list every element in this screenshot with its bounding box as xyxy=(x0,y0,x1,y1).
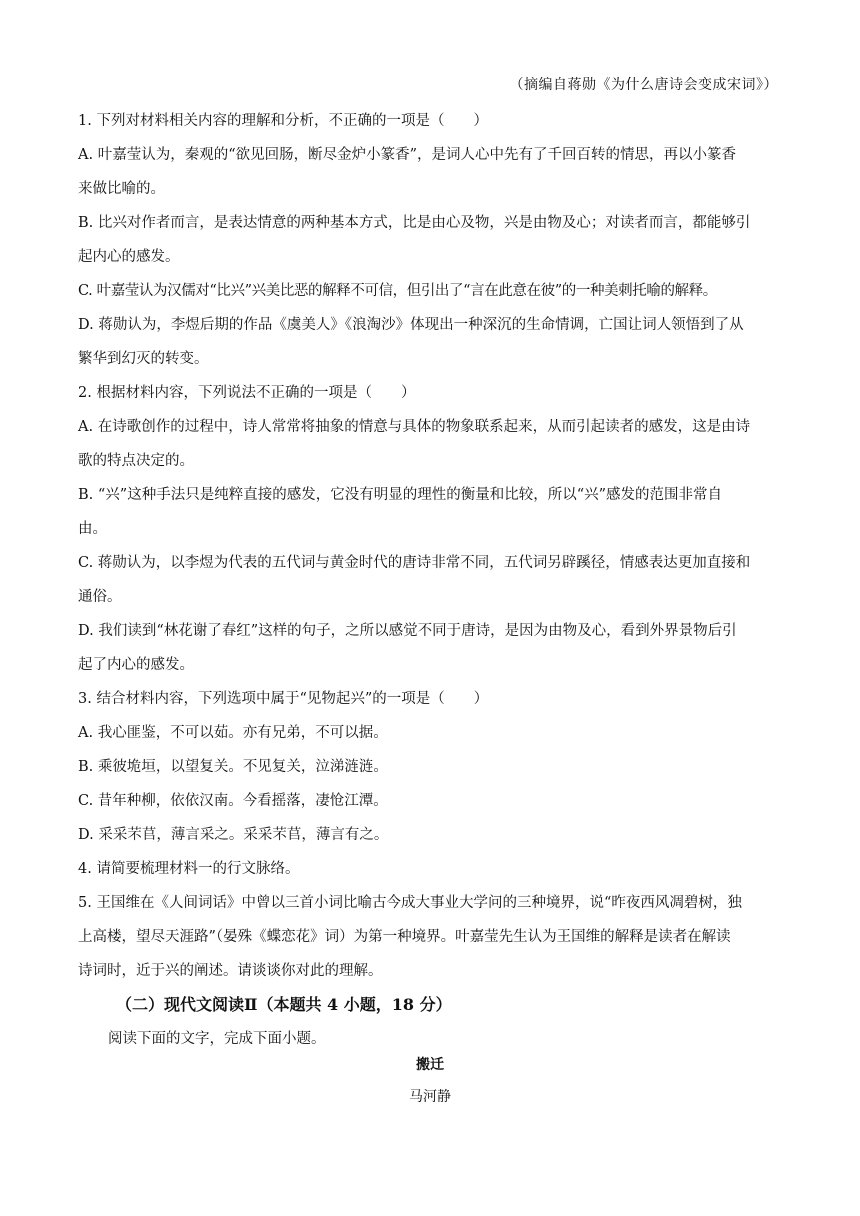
section-heading: （二）现代文阅读Ⅱ（本题共 4 小题，18 分） xyxy=(116,995,452,1014)
question-2-option-d: D. 我们读到“林花谢了春红”这样的句子，之所以感觉不同于唐诗，是因为由物及心，看到外界景物后引 xyxy=(78,623,737,639)
question-2-option-c-cont: 通俗。 xyxy=(78,589,122,605)
article-author: 马河静 xyxy=(409,1089,451,1105)
question-3-stem: 3. 结合材料内容，下列选项中属于“见物起兴”的一项是（ ） xyxy=(78,691,489,707)
question-1-stem: 1. 下列对材料相关内容的理解和分析，不正确的一项是（ ） xyxy=(78,113,488,129)
question-2-option-b-cont: 由。 xyxy=(78,521,107,537)
question-1-option-a: A. 叶嘉莹认为，秦观的“欲见回肠，断尽金炉小篆香”，是词人心中先有了千回百转的情思，再以小篆香 xyxy=(78,147,737,163)
question-1-option-c: C. 叶嘉莹认为汉儒对“比兴”兴美比恶的解释不可信，但引出了“言在此意在彼”的一种美刺托喻的解释。 xyxy=(78,283,717,299)
question-4-stem: 4. 请简要梳理材料一的行文脉络。 xyxy=(78,861,300,877)
question-2-stem: 2. 根据材料内容，下列说法不正确的一项是（ ） xyxy=(78,385,416,401)
question-2-option-d-cont: 起了内心的感发。 xyxy=(78,657,194,673)
question-1-option-b-cont: 起内心的感发。 xyxy=(78,249,180,265)
question-3-option-d: D. 采采芣苢，薄言采之。采采芣苢，薄言有之。 xyxy=(78,827,389,843)
question-1-option-d-cont: 繁华到幻灭的转变。 xyxy=(78,351,209,367)
question-2-option-c: C. 蒋勋认为，以李煜为代表的五代词与黄金时代的唐诗非常不同，五代词另辟蹊径，情感表达更加直接和 xyxy=(78,555,751,571)
question-3-option-b: B. 乘彼垝垣，以望复关。不见复关，泣涕涟涟。 xyxy=(78,759,388,775)
question-5-line-1: 5. 王国维在《人间词话》中曾以三首小词比喻古今成大事业大学问的三种境界，说“昨夜西风凋碧树，独 xyxy=(78,895,742,911)
source-citation: （摘编自蒋勋《为什么唐诗会变成宋词》） xyxy=(509,77,778,93)
question-2-option-b: B. “兴”这种手法只是纯粹直接的感发，它没有明显的理性的衡量和比较，所以“兴”感发的范围非常自 xyxy=(78,487,723,503)
question-2-option-a: A. 在诗歌创作的过程中，诗人常常将抽象的情意与具体的物象联系起来，从而引起读者的感发，这是由诗 xyxy=(78,419,751,435)
reading-instruction: 阅读下面的文字，完成下面小题。 xyxy=(108,1031,326,1047)
question-1-option-a-cont: 来做比喻的。 xyxy=(78,181,165,197)
question-3-option-a: A. 我心匪鉴，不可以茹。亦有兄弟，不可以据。 xyxy=(78,725,388,741)
question-2-option-a-cont: 歌的特点决定的。 xyxy=(78,453,194,469)
question-1-option-d: D. 蒋勋认为，李煜后期的作品《虞美人》《浪淘沙》体现出一种深沉的生命情调，亡国让词人领悟到了从 xyxy=(78,317,744,333)
question-3-option-c: C. 昔年种柳，依依汉南。今看摇落，凄怆江潭。 xyxy=(78,793,388,809)
question-1-option-b: B. 比兴对作者而言，是表达情意的两种基本方式，比是由心及物，兴是由物及心；对读者而言，都能够引 xyxy=(78,215,751,231)
question-5-line-3: 诗词时，近于兴的阐述。请谈谈你对此的理解。 xyxy=(78,963,383,979)
question-list xyxy=(78,104,794,1056)
article-title: 搬迁 xyxy=(416,1057,444,1073)
question-5-line-2: 上高楼，望尽天涯路”（晏殊《蝶恋花》词）为第一种境界。叶嘉莹先生认为王国维的解释是读者在解读 xyxy=(78,929,731,945)
